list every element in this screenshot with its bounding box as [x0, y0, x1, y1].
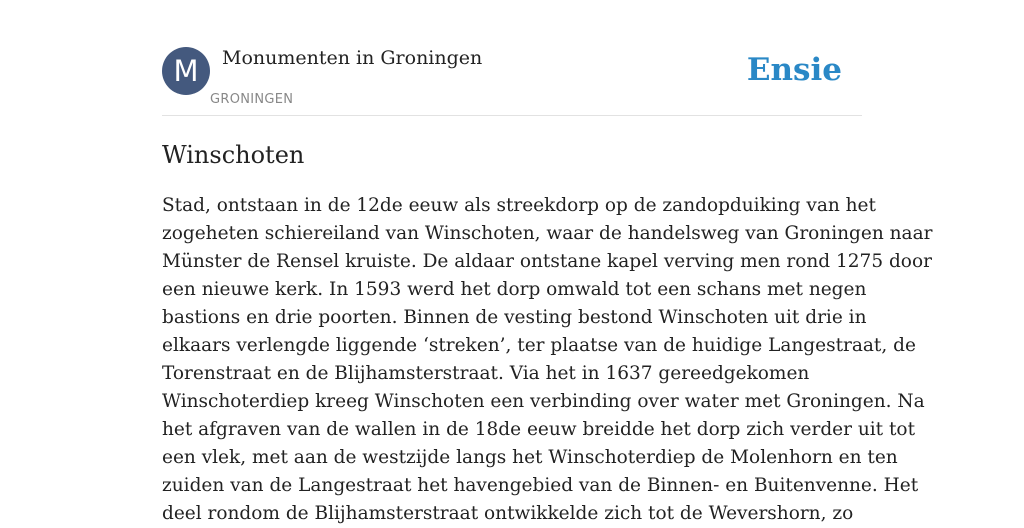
article-body [162, 192, 933, 528]
body-line: Stad, ontstaan in de 12de eeuw als streekdorp op de zandopduiking van het [162, 195, 876, 216]
body-line: Winschoterdiep kreeg Winschoten een verbinding over water met Groningen. Na [162, 391, 925, 412]
source-title-link[interactable]: Monumenten in Groningen [222, 47, 483, 69]
category-link[interactable]: GRONINGEN [210, 92, 294, 107]
header-divider [162, 115, 862, 116]
body-line: zogeheten schiereiland van Winschoten, waar de handelsweg van Groningen naar [162, 223, 933, 244]
body-line: Torenstraat en de Blijhamsterstraat. Via het in 1637 gereedgekomen [162, 363, 810, 384]
body-line: zuiden van de Langestraat het havengebied van de Binnen- en Buitenvenne. Het [162, 475, 919, 496]
body-line: Münster de Rensel kruiste. De aldaar ontstane kapel verving men rond 1275 door [162, 251, 932, 272]
body-line: elkaars verlengde liggende ‘streken’, ter plaatse van de huidige Langestraat, de [162, 335, 916, 356]
body-line: het afgraven van de wallen in de 18de eeuw breidde het dorp zich verder uit tot [162, 419, 915, 440]
body-line: een vlek, met aan de westzijde langs het Winschoterdiep de Molenhorn en ten [162, 447, 898, 468]
body-line: deel rondom de Blijhamsterstraat ontwikkelde zich tot de Wevershorn, zo [162, 503, 854, 524]
ensie-logo[interactable]: Ensie [746, 52, 842, 88]
source-avatar[interactable]: M [162, 47, 210, 95]
body-line: een nieuwe kerk. In 1593 werd het dorp omwald tot een schans met negen [162, 279, 867, 300]
body-line: bastions en drie poorten. Binnen de vesting bestond Winschoten uit drie in [162, 307, 867, 328]
article-title: Winschoten [162, 141, 305, 169]
